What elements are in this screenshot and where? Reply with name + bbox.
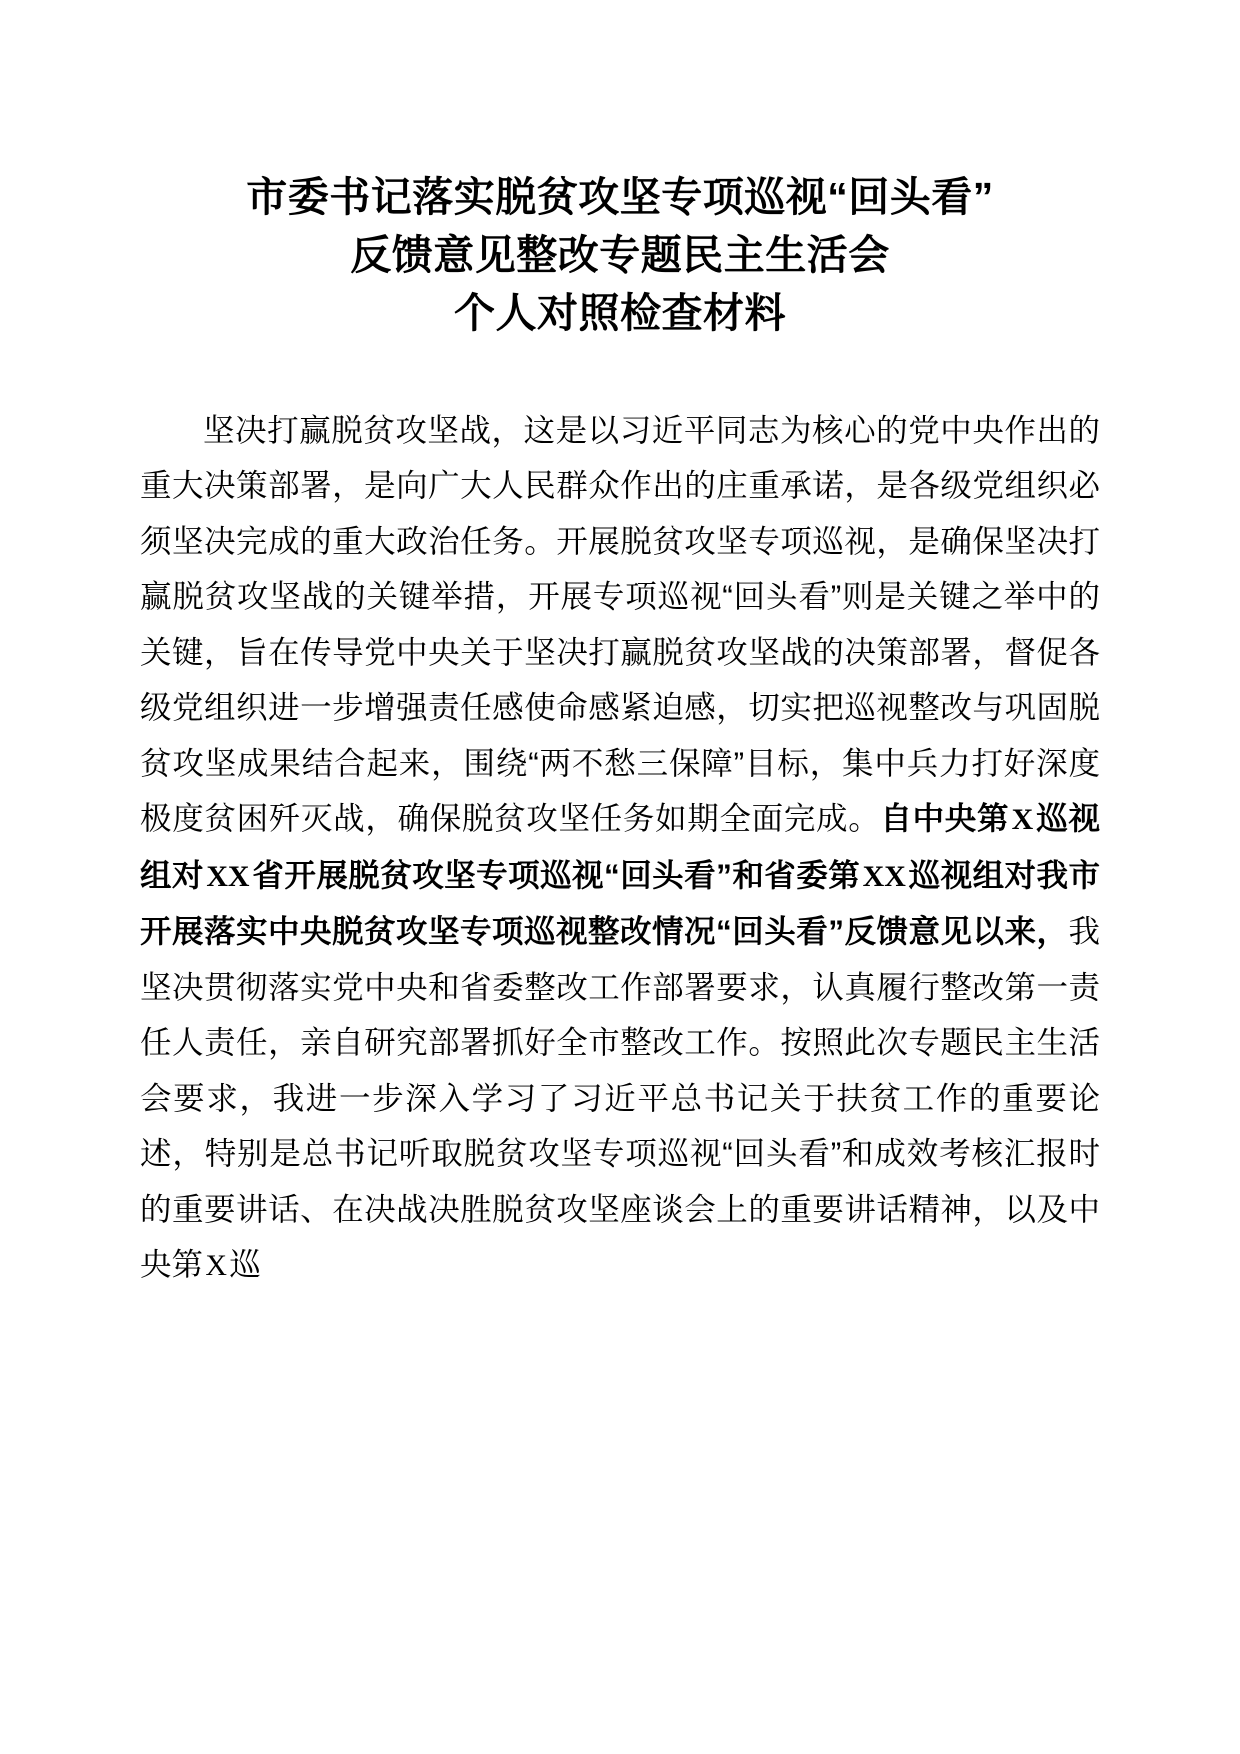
document-body <box>140 403 1100 1294</box>
paragraph-plain-tail-b: 巡 <box>229 1246 261 1283</box>
document-content <box>140 0 1100 1294</box>
bold-segment-a: 自中央第 <box>880 800 1010 837</box>
placeholder-xx-2: XX <box>862 859 906 893</box>
title-line-3: 个人对照检查材料 <box>454 290 786 337</box>
bold-segment-b: 巡视组对 <box>140 800 1100 893</box>
title-line-2: 反馈意见整改专题民主生活会 <box>350 232 890 279</box>
title-line-1: 市委书记落实脱贫攻坚专项巡视“回头看” <box>246 174 994 220</box>
body-paragraph-1 <box>140 403 1100 1294</box>
paragraph-plain-tail-a: 我坚决贯彻落实党中央和省委整改工作部署要求，认真履行整改第一责任人责任，亲自研究部署抓好全市整改工作。按照此次专题民主生活会要求，我进一步深入学习了习近平总书记关于扶贫工作的重要论述，特别是总书记听取脱贫攻坚专项巡视“回头看”和成效考核汇报时的重要讲话、在决战决胜脱贫攻坚座谈会上的重要讲话精神，以及中央第 <box>140 913 1100 1283</box>
placeholder-x-2: X <box>205 1249 228 1283</box>
placeholder-xx-1: XX <box>206 859 250 893</box>
bold-segment-d: 巡视组对我市开展落实中央脱贫攻坚专项巡视整改情况“回头看”反馈意见以来， <box>140 856 1100 950</box>
placeholder-x-1: X <box>1011 803 1034 837</box>
bold-segment-c: 省开展脱贫攻坚专项巡视“回头看”和省委第 <box>251 856 861 893</box>
document-title <box>140 168 1100 343</box>
paragraph-plain-intro: 坚决打赢脱贫攻坚战，这是以习近平同志为核心的党中央作出的重大决策部署，是向广大人民群众作出的庄重承诺，是各级党组织必须坚决完成的重大政治任务。开展脱贫攻坚专项巡视，是确保坚决打赢脱贫攻坚战的关键举措，开展专项巡视“回头看”则是关键之举中的关键，旨在传导党中央关于坚决打赢脱贫攻坚战的决策部署，督促各级党组织进一步增强责任感使命感紧迫感，切实把巡视整改与巩固脱贫攻坚成果结合起来，围绕“两不愁三保障”目标，集中兵力打好深度极度贫困歼灭战，确保脱贫攻坚任务如期全面完成。 <box>140 411 1100 837</box>
